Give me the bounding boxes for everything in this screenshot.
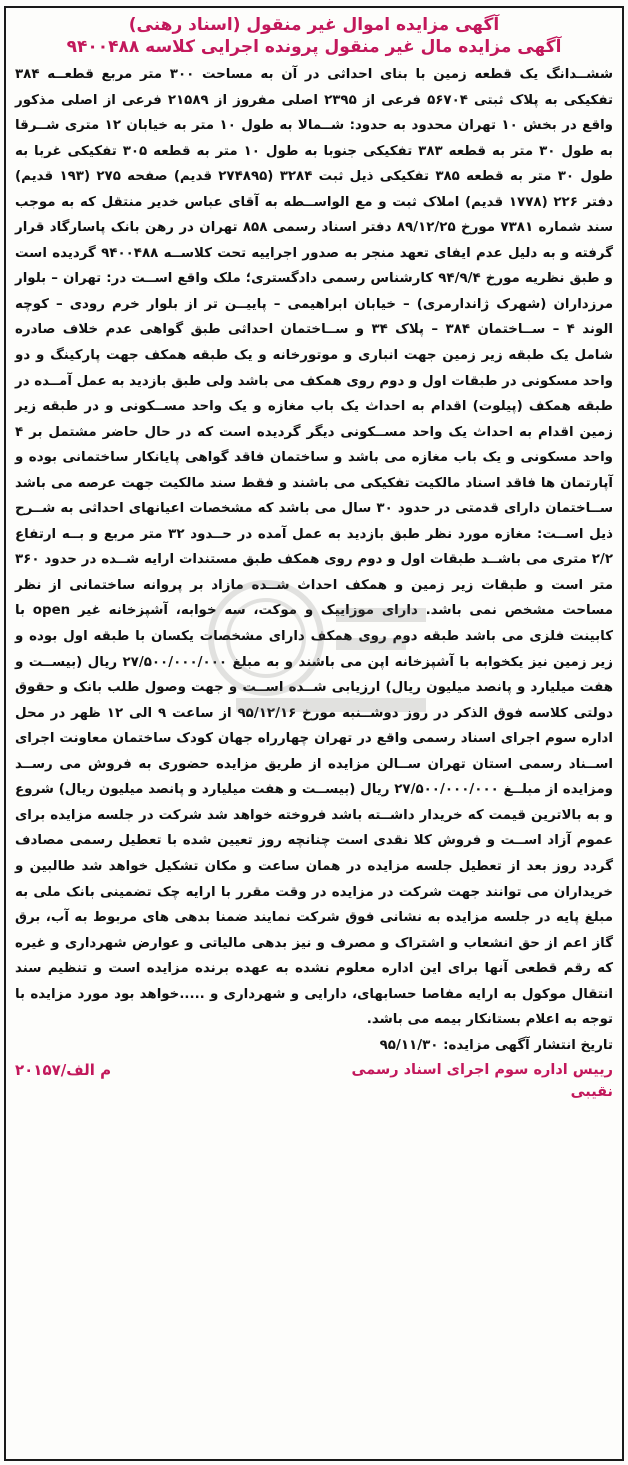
signature-block xyxy=(15,1059,613,1103)
notice-title: آگهی مزایده اموال غیر منقول (اسناد رهنی) xyxy=(128,15,500,35)
ad-code: م الف/۲۰۱۵۷ xyxy=(15,1060,112,1079)
signatory-block xyxy=(352,1059,613,1103)
signatory-name: نقیبی xyxy=(570,1083,613,1100)
signatory-title: رییس اداره سوم اجرای اسناد رسمی xyxy=(351,1061,613,1078)
notice-body: ششــدانگ یک قطعه زمین با بنای احداثی در آن به مساحت ۳۰۰ متر مربع قطعــه ۳۸۴ تفکیکی به پلاک ثبتی ۵۶۷۰۴ فرعی از ۲۳۹۵ اصلی مفروز از ۲۱۵۸۹ فرعی از اصلی مذکور واقع در بخش ۱۰ تهران محدود به حدود: شــمالا به طول ۱۰ متر به خیابان ۱۲ متری شــرقا به طول ۳۰ متر به قطعه ۳۸۳ تفکیکی جنوبا به طول ۱۰ متر به قطعه ۳۰۵ تفکیکی غربا به طول ۳۰ متر به قطعه ۳۸۵ تفکیکی ذیل ثبت ۳۲۸۴ (۲۷۴۸۹۵ قدیم) صفحه ۲۷۵ (۱۹۳ قدیم) دفتر ۲۲۶ (۱۷۷۸ قدیم) املاک ثبت و مع الواســطه به آقای عباس خدیر منتقل که به موجب سند شماره ۷۳۸۱ مورخ ۸۹/۱۲/۲۵ دفتر اسناد رسمی ۸۵۸ تهران در رهن بانک پاسارگاد قرار گرفته و به دلیل عدم ایفای تعهد منجر به صدور اجراییه تحت کلاســه ۹۴۰۰۴۸۸ گردیده است و طبق نظریه مورخ ۹۴/۹/۴ کارشناس رسمی دادگستری؛ ملک واقع اســت در: تهران – بلوار مرزداران (شهرک ژاندارمری) – خیابان ابراهیمی – پاییــن تر از بلوار خرم رودی – کوچه الوند ۴ – ســاختمان ۳۸۴ – پلاک ۳۴ و ســاختمان احداثی طبق گواهی عدم خلاف صادره شامل یک طبقه زیر زمین جهت انباری و موتورخانه و یک طبقه همکف جهت پارکینگ و دو واحد مسکونی در طبقات اول و دوم روی همکف می باشد ولی طبق بازدید به عمل آمــده در طبقه همکف (پیلوت) اقدام به احداث یک باب مغازه و یک واحد مســکونی و در طبقه زیر زمین اقدام به احداث یک واحد مســکونی دیگر گردیده است که در حال حاضر مشتمل بر ۴ واحد مسکونی و یک باب مغازه می باشد و ساختمان فاقد گواهی پایانکار ساختمانی بوده و آپارتمان ها فاقد اسناد مالکیت تفکیکی می باشند و فقط سند مالکیت جهت عرصه می باشد ســاختمان دارای قدمتی در حدود ۳۰ سال می باشد که مشخصات اعیانهای احداثی به شــرح ذیل اســت: مغازه مورد نظر طبق بازدید به عمل آمده در حــدود ۳۲ متر مربع و بــه ارتفاع ۲/۲ متری می باشــد طبقات اول و دوم روی همکف طبق مستندات ارایه شــده در حدود ۳۶۰ متر است و طبقات زیر زمین و همکف احداث شــده مازاد بر پروانه ساختمانی از نظر مساحت مشخص نمی باشد. دارای موزاییک و موکت، سه خوابه، آشپزخانه غیر open با کابینت فلزی می باشد طبقه دوم روی همکف دارای مشخصات یکسان با طبقه اول بوده و زیر زمین نیز یکخوابه با آشپزخانه اپن می باشند و به مبلغ ۲۷/۵۰۰/۰۰۰/۰۰۰ ریال (بیســت و هفت میلیارد و پانصد میلیون ریال) ارزیابی شــده اســت و جهت وصول طلب بانک و حقوق دولتی کلاسه فوق الذکر در روز دوشــنبه مورخ ۹۵/۱۲/۱۶ از ساعت ۹ الی ۱۲ ظهر در محل اداره سوم اجرای اسناد رسمی واقع در تهران چهارراه جهان کودک ساختمان معاونت اجرای اســناد رسمی استان تهران ســالن مزایده از طریق مزایده حضوری به فروش می رســد ومزایده از مبلــغ ۲۷/۵۰۰/۰۰۰/۰۰۰ ریال (بیســت و هفت میلیارد و پانصد میلیون ریال) شروع و به بالاترین قیمت که خریدار داشــته باشد فروخته خواهد شد شرکت در جلسه مزایده برای عموم آزاد اســت و فروش کلا نقدی است چنانچه روز تعیین شده با تعطیل رسمی مصادف گردد روز بعد از تعطیل جلسه مزایده در همان ساعت و مکان تشکیل خواهد شد طالبین و خریداران می توانند جهت شرکت در مزایده در وقت مقرر با ارایه چک تضمینی بانک ملی به مبلغ پایه در جلسه مزایده به نشانی فوق شرکت نمایند ضمنا بدهی های مربوط به آب، برق گاز اعم از حق انشعاب و اشتراک و مصرف و نیز بدهی مالیاتی و عوارض شهرداری و غیره که رقم قطعی آنها برای این اداره معلوم نشده به عهده برنده مزایده است و تنظیم سند انتقال موکول به ارایه مفاصا حسابهای، دارایی و شهرداری و .....خواهد بود مورد مزایده با توجه به اعلام بستانکار بیمه می باشد. xyxy=(15,67,614,1028)
publish-date: تاریخ انتشار آگهی مزایده: ۹۵/۱۱/۳۰ xyxy=(379,1037,613,1053)
notice-subtitle: آگهی مزایده مال غیر منقول پرونده اجرایی کلاسه ۹۴۰۰۴۸۸ xyxy=(66,37,562,57)
notice-frame xyxy=(4,6,624,1461)
